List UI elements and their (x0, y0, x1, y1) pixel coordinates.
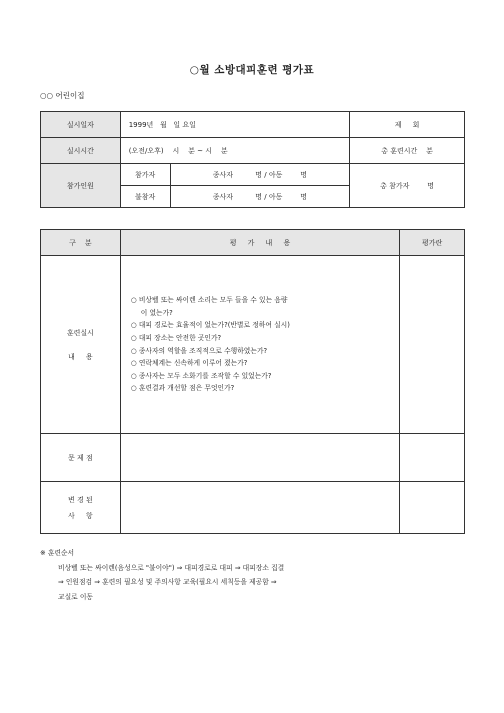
changes-label-line-2: 사 항 (68, 511, 93, 520)
eval-item: ○ 대피 경로는 효율적이 었는가?(반별로 정하여 실시) (130, 321, 290, 330)
total-training-time: 총 훈련시간 분 (350, 138, 465, 164)
changes-cell[interactable] (120, 482, 400, 534)
eval-item: ○ 훈련결과 개선할 점은 무엇인가? (130, 384, 235, 393)
training-label-line-2: 내 용 (68, 352, 93, 361)
changes-label-line-1: 변 경 된 (68, 495, 93, 504)
problems-cell[interactable] (120, 434, 400, 482)
changes-score-cell[interactable] (400, 482, 465, 534)
problems-score-cell[interactable] (400, 434, 465, 482)
total-participants: 총 참가자 명 (350, 164, 465, 208)
time-label: 실시시간 (41, 138, 121, 164)
date-label: 실시일자 (41, 112, 121, 138)
score-header: 평가란 (400, 230, 465, 256)
page-title: ○월 소방대피훈련 평가표 (189, 64, 315, 76)
problems-label: 문 제 점 (41, 434, 121, 482)
absentee-label: 불참자 (120, 186, 170, 208)
content-header: 평 가 내 용 (120, 230, 400, 256)
changes-label (41, 482, 121, 534)
training-content-label (41, 256, 121, 434)
eval-item: ○ 연락체계는 신속하게 이루어 졌는가? (130, 359, 248, 368)
evaluation-items (120, 256, 400, 434)
eval-item: ○ 종사자의 역할을 조직적으로 수행하였는가? (130, 346, 268, 355)
attendee-label: 참가자 (120, 164, 170, 186)
attendee-count: 종사자 명 / 아동 명 (170, 164, 350, 186)
training-score-cell[interactable] (400, 256, 465, 434)
session-count: 제 회 (350, 112, 465, 138)
eval-item: ○ 비상벨 또는 싸이렌 소리는 모두 들을 수 있는 음량 (130, 296, 288, 305)
evaluation-table (40, 229, 465, 534)
organization-name: ○○ 어린이집 (40, 91, 85, 100)
training-label-line-1: 훈련실시 (66, 328, 94, 337)
category-header: 구 분 (41, 230, 121, 256)
notes-heading: ※ 훈련순서 (40, 549, 75, 557)
eval-item: ○ 대피 장소는 안전한 곳인가? (130, 333, 222, 342)
eval-item: ○ 종사자는 모두 소화기를 조작할 수 있었는가? (130, 371, 272, 380)
notes-line: 교실로 이동 (58, 592, 93, 601)
training-procedure-notes (40, 546, 284, 604)
info-table (40, 111, 465, 208)
notes-line: ⇒ 인원점검 ⇒ 훈련의 필요성 및 주의사항 교육(필요시 세칙등을 제공함 ⇒ (58, 578, 277, 586)
date-value: 1999년 월 일 요일 (120, 112, 350, 138)
eval-item: 이 였는가? (140, 308, 173, 317)
absentee-count: 종사자 명 / 아동 명 (170, 186, 350, 208)
participants-label: 참가인원 (41, 164, 121, 208)
notes-line: 비상벨 또는 싸이렌(음성으로 "불이야") ⇒ 대피경로로 대피 ⇒ 대피장소 집결 (58, 563, 285, 572)
time-value: (오전/오후) 시 분 ~ 시 분 (120, 138, 350, 164)
